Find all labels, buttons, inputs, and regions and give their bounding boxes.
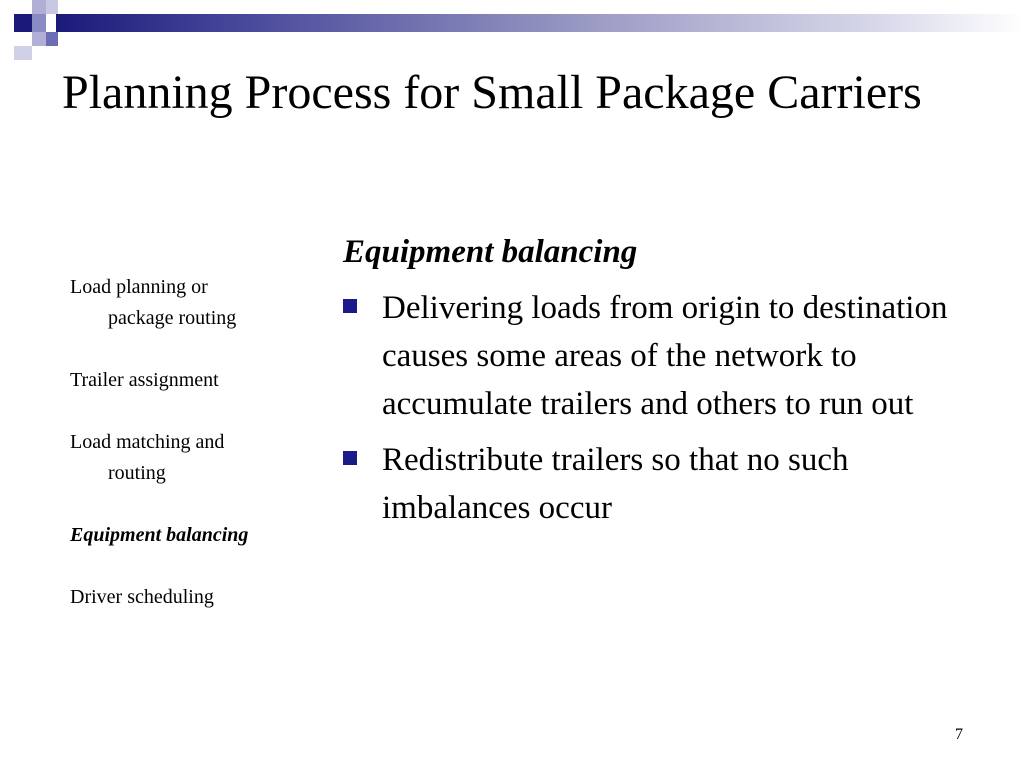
sidebar-item-label: Load matching and xyxy=(70,431,225,453)
decor-square xyxy=(14,14,32,32)
square-bullet-icon xyxy=(343,451,357,465)
square-bullet-icon xyxy=(343,299,357,313)
section-heading: Equipment balancing xyxy=(343,234,638,270)
sidebar-item-label-continued: routing xyxy=(108,462,166,484)
slide-number: 7 xyxy=(955,726,963,743)
decor-square xyxy=(32,0,46,14)
decor-square xyxy=(14,46,32,60)
main-content xyxy=(343,228,983,540)
bullet-item xyxy=(343,436,983,532)
sidebar-item-label: Trailer assignment xyxy=(70,369,219,391)
slide-title: Planning Process for Small Package Carriers xyxy=(62,66,922,119)
sidebar-item-equipment-balancing xyxy=(70,520,330,551)
decor-square xyxy=(46,32,58,46)
bullet-text: Redistribute trailers so that no such imbalances occur xyxy=(382,442,849,526)
sidebar-item-driver-scheduling xyxy=(70,582,330,613)
sidebar-item-label: Load planning or xyxy=(70,276,208,298)
decor-square xyxy=(32,14,46,32)
bullet-text: Delivering loads from origin to destination causes some areas of the network to accumulate trailers and others to run out xyxy=(382,290,948,422)
sidebar xyxy=(70,272,330,644)
sidebar-item-label-continued: package routing xyxy=(108,307,237,329)
sidebar-item-trailer-assignment xyxy=(70,365,330,396)
sidebar-item-load-matching xyxy=(70,427,330,489)
sidebar-item-load-planning xyxy=(70,272,330,334)
sidebar-item-label: Driver scheduling xyxy=(70,586,214,608)
header-gradient-bar xyxy=(56,14,1024,32)
decor-square xyxy=(32,32,46,46)
decor-square xyxy=(46,0,58,14)
sidebar-item-label: Equipment balancing xyxy=(70,524,249,546)
header-decoration xyxy=(0,0,1024,64)
bullet-item xyxy=(343,284,983,428)
